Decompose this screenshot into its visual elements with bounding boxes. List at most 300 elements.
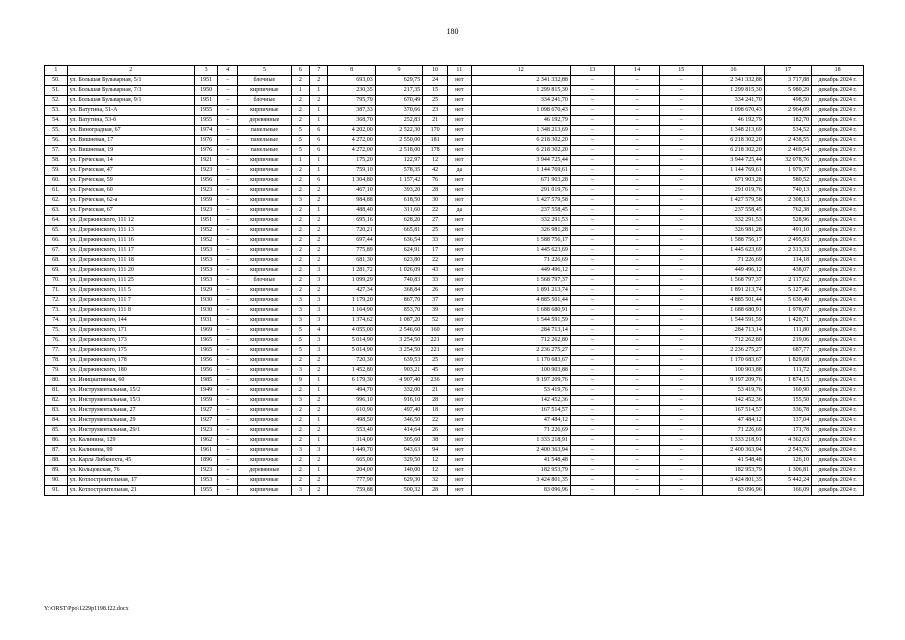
table-cell: ул. Греческая, 47 bbox=[67, 166, 194, 176]
table-cell: – bbox=[570, 226, 614, 236]
table-row bbox=[45, 116, 864, 126]
table-cell: – bbox=[614, 396, 659, 406]
table-cell: 77. bbox=[45, 346, 68, 356]
table-cell: 1950 bbox=[194, 86, 218, 96]
table-cell: 5 bbox=[291, 326, 309, 336]
table-cell: ул. Дзержинского, 173 bbox=[67, 336, 194, 346]
table-cell: 142 452,36 bbox=[471, 396, 570, 406]
table-cell: деревянные bbox=[237, 466, 291, 476]
table-cell: 314,00 bbox=[328, 436, 375, 446]
table-cell: 775,89 bbox=[328, 246, 375, 256]
table-cell: 1951 bbox=[194, 76, 218, 86]
table-cell: декабрь 2024 г. bbox=[812, 326, 864, 336]
table-cell: – bbox=[570, 216, 614, 226]
table-cell: 41 548,48 bbox=[471, 456, 570, 466]
table-row bbox=[45, 256, 864, 266]
table-cell: 618,50 bbox=[375, 196, 422, 206]
table-cell: – bbox=[570, 276, 614, 286]
table-cell: нет bbox=[447, 86, 471, 96]
table-cell: 5 980,29 bbox=[764, 86, 811, 96]
table-cell: 50. bbox=[45, 76, 68, 86]
table-cell: 712 262,80 bbox=[703, 336, 764, 346]
table-cell: кирпичные bbox=[237, 376, 291, 386]
table-cell: нет bbox=[447, 96, 471, 106]
table-cell: деревянные bbox=[237, 116, 291, 126]
table-cell: 1 449,70 bbox=[328, 446, 375, 456]
table-cell: 2 bbox=[310, 256, 328, 266]
table-cell: да bbox=[447, 206, 471, 216]
table-cell: 3 254,50 bbox=[375, 346, 422, 356]
table-cell: – bbox=[660, 326, 703, 336]
table-cell: – bbox=[218, 386, 237, 396]
table-cell: – bbox=[570, 256, 614, 266]
table-cell: 1953 bbox=[194, 276, 218, 286]
table-cell: 3 944 725,44 bbox=[471, 156, 570, 166]
table-cell: 1956 bbox=[194, 366, 218, 376]
table-cell: 305,60 bbox=[375, 436, 422, 446]
table-cell: – bbox=[218, 226, 237, 236]
table-cell: 3 bbox=[291, 306, 309, 316]
table-cell: 1974 bbox=[194, 126, 218, 136]
table-cell: ул. Ватутина, 51-А bbox=[67, 106, 194, 116]
table-cell: 2 543,76 bbox=[764, 446, 811, 456]
table-cell: нет bbox=[447, 436, 471, 446]
table-cell: – bbox=[570, 336, 614, 346]
table-cell: ул. Карла Либкнехта, 45 bbox=[67, 456, 194, 466]
table-cell: – bbox=[660, 416, 703, 426]
table-cell: 1921 bbox=[194, 156, 218, 166]
table-cell: 1923 bbox=[194, 186, 218, 196]
table-cell: 111,72 bbox=[764, 366, 811, 376]
table-cell: 1896 bbox=[194, 456, 218, 466]
table-cell: 46 192,79 bbox=[703, 116, 764, 126]
table-cell: – bbox=[614, 186, 659, 196]
table-cell: 1 bbox=[310, 156, 328, 166]
table-cell: – bbox=[570, 136, 614, 146]
table-cell: 53 419,76 bbox=[471, 386, 570, 396]
table-cell: 72. bbox=[45, 296, 68, 306]
table-cell: – bbox=[218, 436, 237, 446]
table-cell: 1 098 670,43 bbox=[703, 106, 764, 116]
table-cell: – bbox=[614, 136, 659, 146]
table-cell: 1923 bbox=[194, 426, 218, 436]
table-cell: – bbox=[660, 256, 703, 266]
column-number-header: 13 bbox=[570, 66, 614, 76]
table-cell: – bbox=[614, 156, 659, 166]
table-cell: – bbox=[614, 76, 659, 86]
table-cell: – bbox=[660, 96, 703, 106]
table-cell: – bbox=[218, 336, 237, 346]
table-cell: 6 bbox=[310, 126, 328, 136]
table-cell: 76. bbox=[45, 336, 68, 346]
column-number-header: 15 bbox=[660, 66, 703, 76]
table-cell: – bbox=[614, 146, 659, 156]
table-cell: – bbox=[660, 266, 703, 276]
table-cell: декабрь 2024 г. bbox=[812, 336, 864, 346]
table-cell: декабрь 2024 г. bbox=[812, 246, 864, 256]
table-cell: – bbox=[570, 126, 614, 136]
table-cell: декабрь 2024 г. bbox=[812, 146, 864, 156]
table-cell: 2 308,13 bbox=[764, 196, 811, 206]
table-cell: 1923 bbox=[194, 466, 218, 476]
table-cell: 32 078,76 bbox=[764, 156, 811, 166]
table-cell: – bbox=[660, 186, 703, 196]
table-row bbox=[45, 466, 864, 476]
table-cell: 3 bbox=[310, 336, 328, 346]
table-cell: – bbox=[614, 356, 659, 366]
table-cell: 1923 bbox=[194, 206, 218, 216]
table-cell: 3 424 801,35 bbox=[471, 476, 570, 486]
table-cell: 71 226,69 bbox=[471, 426, 570, 436]
column-number-header: 4 bbox=[218, 66, 237, 76]
table-cell: 2 518,00 bbox=[375, 146, 422, 156]
table-cell: – bbox=[570, 376, 614, 386]
table-cell: – bbox=[660, 86, 703, 96]
table-cell: нет bbox=[447, 196, 471, 206]
table-cell: 69. bbox=[45, 266, 68, 276]
table-cell: 83 096,96 bbox=[471, 486, 570, 496]
table-row bbox=[45, 286, 864, 296]
table-cell: ул. Большая Бульварная, 7/3 bbox=[67, 86, 194, 96]
table-cell: 1965 bbox=[194, 346, 218, 356]
table-cell: – bbox=[660, 176, 703, 186]
table-cell: 693,03 bbox=[328, 76, 375, 86]
table-cell: ул. Дзержинского, 111 17 bbox=[67, 246, 194, 256]
table-cell: панельные bbox=[237, 126, 291, 136]
table-row bbox=[45, 276, 864, 286]
table-cell: кирпичные bbox=[237, 316, 291, 326]
table-cell: ул. Инструментальная, 29/1 bbox=[67, 426, 194, 436]
table-cell: 2 bbox=[291, 226, 309, 236]
table-cell: 2 bbox=[310, 226, 328, 236]
table-cell: 38 bbox=[423, 436, 448, 446]
table-cell: – bbox=[660, 216, 703, 226]
table-cell: – bbox=[660, 166, 703, 176]
table-cell: декабрь 2024 г. bbox=[812, 346, 864, 356]
table-cell: декабрь 2024 г. bbox=[812, 136, 864, 146]
table-cell: 393,20 bbox=[375, 186, 422, 196]
table-cell: 22 bbox=[423, 416, 448, 426]
table-cell: – bbox=[570, 156, 614, 166]
table-cell: – bbox=[660, 346, 703, 356]
table-cell: декабрь 2024 г. bbox=[812, 376, 864, 386]
table-cell: 53 419,76 bbox=[703, 386, 764, 396]
table-cell: – bbox=[660, 116, 703, 126]
table-cell: 1 588 756,17 bbox=[471, 236, 570, 246]
table-cell: ул. Ватутина, 53-б bbox=[67, 116, 194, 126]
table-cell: 497,40 bbox=[375, 406, 422, 416]
table-cell: ул. Вишневая, 17 bbox=[67, 136, 194, 146]
table-cell: – bbox=[614, 126, 659, 136]
table-cell: 2 236 275,27 bbox=[471, 346, 570, 356]
table-row bbox=[45, 296, 864, 306]
table-cell: нет bbox=[447, 176, 471, 186]
table-cell: – bbox=[570, 446, 614, 456]
table-cell: 4 055,00 bbox=[328, 326, 375, 336]
table-cell: нет bbox=[447, 366, 471, 376]
table-cell: нет bbox=[447, 266, 471, 276]
table-cell: 89. bbox=[45, 466, 68, 476]
table-cell: – bbox=[614, 276, 659, 286]
table-cell: 83 096,96 bbox=[703, 486, 764, 496]
table-cell: 22 bbox=[423, 256, 448, 266]
table-cell: 181 bbox=[423, 136, 448, 146]
table-cell: 1976 bbox=[194, 146, 218, 156]
table-cell: 1976 bbox=[194, 136, 218, 146]
table-cell: – bbox=[614, 96, 659, 106]
table-row bbox=[45, 386, 864, 396]
table-cell: 167 514,57 bbox=[703, 406, 764, 416]
table-cell: 5 bbox=[291, 146, 309, 156]
table-cell: кирпичные bbox=[237, 386, 291, 396]
table-cell: – bbox=[218, 246, 237, 256]
table-cell: 5 bbox=[291, 136, 309, 146]
table-cell: 2 bbox=[310, 396, 328, 406]
table-cell: 237 558,45 bbox=[471, 206, 570, 216]
table-cell: 2 bbox=[310, 286, 328, 296]
table-cell: – bbox=[218, 326, 237, 336]
table-row bbox=[45, 336, 864, 346]
table-cell: 126,10 bbox=[764, 456, 811, 466]
table-cell: 368,70 bbox=[328, 116, 375, 126]
table-cell: 1 568 797,37 bbox=[471, 276, 570, 286]
table-cell: 5 630,40 bbox=[764, 296, 811, 306]
table-cell: – bbox=[660, 486, 703, 496]
table-row bbox=[45, 196, 864, 206]
table-cell: да bbox=[447, 166, 471, 176]
table-cell: – bbox=[218, 486, 237, 496]
table-row bbox=[45, 236, 864, 246]
table-cell: 1 688 680,91 bbox=[703, 306, 764, 316]
table-cell: 528,96 bbox=[764, 216, 811, 226]
table-cell: 5 127,46 bbox=[764, 286, 811, 296]
table-cell: 2 bbox=[291, 236, 309, 246]
table-cell: 18 bbox=[423, 406, 448, 416]
table-cell: 332 291,53 bbox=[703, 216, 764, 226]
table-cell: 24 bbox=[423, 76, 448, 86]
table-cell: 623,80 bbox=[375, 256, 422, 266]
table-cell: 291 019,76 bbox=[703, 186, 764, 196]
table-cell: нет bbox=[447, 186, 471, 196]
table-cell: 867,70 bbox=[375, 296, 422, 306]
table-cell: – bbox=[570, 206, 614, 216]
table-cell: 100 903,88 bbox=[703, 366, 764, 376]
table-cell: нет bbox=[447, 246, 471, 256]
table-cell: 100 903,88 bbox=[471, 366, 570, 376]
table-cell: 2 bbox=[291, 106, 309, 116]
table-cell: – bbox=[614, 246, 659, 256]
table-cell: – bbox=[614, 216, 659, 226]
table-cell: 1 978,07 bbox=[764, 306, 811, 316]
table-cell: 639,53 bbox=[375, 356, 422, 366]
table-cell: – bbox=[660, 336, 703, 346]
table-cell: 336,78 bbox=[764, 406, 811, 416]
table-cell: нет bbox=[447, 256, 471, 266]
table-cell: 12 bbox=[423, 456, 448, 466]
table-cell: 1951 bbox=[194, 96, 218, 106]
table-cell: – bbox=[660, 386, 703, 396]
table-cell: ул. Инструментальная, 29 bbox=[67, 416, 194, 426]
table-cell: – bbox=[218, 206, 237, 216]
table-cell: кирпичные bbox=[237, 426, 291, 436]
table-cell: – bbox=[660, 276, 703, 286]
table-cell: 252,83 bbox=[375, 116, 422, 126]
table-cell: декабрь 2024 г. bbox=[812, 286, 864, 296]
table-cell: 30 bbox=[423, 196, 448, 206]
table-cell: 53. bbox=[45, 106, 68, 116]
table-cell: 720,21 bbox=[328, 226, 375, 236]
table-cell: 795,79 bbox=[328, 96, 375, 106]
table-cell: 1 891 213,74 bbox=[471, 286, 570, 296]
table-cell: 2 bbox=[310, 406, 328, 416]
table-cell: 9 197 209,76 bbox=[703, 376, 764, 386]
table-cell: ул. Калинина, 129 bbox=[67, 436, 194, 446]
table-cell: – bbox=[614, 306, 659, 316]
table-cell: 2 313,33 bbox=[764, 246, 811, 256]
table-cell: 2 bbox=[291, 256, 309, 266]
table-cell: 1 144 769,61 bbox=[471, 166, 570, 176]
table-cell: – bbox=[614, 266, 659, 276]
table-cell: 670,49 bbox=[375, 96, 422, 106]
table-cell: – bbox=[660, 396, 703, 406]
table-cell: 1985 bbox=[194, 376, 218, 386]
table-cell: 204,00 bbox=[328, 466, 375, 476]
table-row bbox=[45, 136, 864, 146]
table-cell: 1 bbox=[310, 436, 328, 446]
table-cell: 624,91 bbox=[375, 246, 422, 256]
table-cell: 71 226,69 bbox=[703, 426, 764, 436]
table-cell: 2 bbox=[291, 96, 309, 106]
table-cell: 5 bbox=[291, 336, 309, 346]
table-cell: 81. bbox=[45, 386, 68, 396]
table-cell: 671 903,28 bbox=[703, 176, 764, 186]
table-cell: 2 bbox=[291, 266, 309, 276]
table-cell: декабрь 2024 г. bbox=[812, 126, 864, 136]
column-number-header: 2 bbox=[67, 66, 194, 76]
column-number-header: 6 bbox=[291, 66, 309, 76]
table-cell: декабрь 2024 г. bbox=[812, 266, 864, 276]
table-cell: 1952 bbox=[194, 226, 218, 236]
table-cell: 488,40 bbox=[328, 206, 375, 216]
table-row bbox=[45, 416, 864, 426]
table-cell: 2 bbox=[310, 366, 328, 376]
table-cell: – bbox=[570, 476, 614, 486]
table-cell: 12 bbox=[423, 466, 448, 476]
table-cell: 41 548,48 bbox=[703, 456, 764, 466]
table-cell: 1931 bbox=[194, 316, 218, 326]
table-cell: ул. Греческая, 62-а bbox=[67, 196, 194, 206]
table-cell: 2 bbox=[310, 216, 328, 226]
table-cell: 2 bbox=[291, 206, 309, 216]
table-cell: 5 014,90 bbox=[328, 336, 375, 346]
table-cell: декабрь 2024 г. bbox=[812, 296, 864, 306]
table-cell: 54. bbox=[45, 116, 68, 126]
table-cell: 63. bbox=[45, 206, 68, 216]
table-cell: 83. bbox=[45, 406, 68, 416]
table-cell: 79. bbox=[45, 366, 68, 376]
table-cell: 2 bbox=[291, 116, 309, 126]
table-cell: – bbox=[570, 106, 614, 116]
table-cell: декабрь 2024 г. bbox=[812, 226, 864, 236]
table-cell: 27 bbox=[423, 216, 448, 226]
table-cell: – bbox=[614, 456, 659, 466]
table-cell: 3 bbox=[291, 196, 309, 206]
table-cell: 67. bbox=[45, 246, 68, 256]
table-cell: – bbox=[660, 446, 703, 456]
table-cell: нет bbox=[447, 296, 471, 306]
table-cell: 4 885 501,44 bbox=[703, 296, 764, 306]
footer-file-path: Y:\ORST\Ppo\1229p1198.f22.docx bbox=[44, 606, 129, 612]
table-cell: 2 bbox=[310, 456, 328, 466]
table-cell: 22 bbox=[423, 206, 448, 216]
table-cell: 2 bbox=[291, 406, 309, 416]
table-cell: 68. bbox=[45, 256, 68, 266]
table-cell: нет bbox=[447, 216, 471, 226]
table-cell: нет bbox=[447, 316, 471, 326]
table-cell: декабрь 2024 г. bbox=[812, 446, 864, 456]
table-row bbox=[45, 126, 864, 136]
table-cell: – bbox=[218, 136, 237, 146]
table-cell: – bbox=[660, 296, 703, 306]
table-row bbox=[45, 186, 864, 196]
table-cell: – bbox=[660, 426, 703, 436]
table-cell: – bbox=[570, 266, 614, 276]
table-cell: – bbox=[660, 156, 703, 166]
table-cell: 326 981,28 bbox=[703, 226, 764, 236]
table-cell: 740,13 bbox=[764, 186, 811, 196]
table-cell: ул. Калинина, 99 bbox=[67, 446, 194, 456]
table-cell: 47 484,12 bbox=[471, 416, 570, 426]
table-cell: 39 bbox=[423, 306, 448, 316]
table-cell: 66. bbox=[45, 236, 68, 246]
table-cell: кирпичные bbox=[237, 296, 291, 306]
table-cell: кирпичные bbox=[237, 216, 291, 226]
table-row bbox=[45, 306, 864, 316]
table-cell: ул. Виноградная, 67 bbox=[67, 126, 194, 136]
registry-table-container bbox=[44, 65, 864, 496]
table-cell: нет bbox=[447, 446, 471, 456]
table-cell: кирпичные bbox=[237, 106, 291, 116]
table-cell: 1953 bbox=[194, 246, 218, 256]
table-cell: 334 241,70 bbox=[471, 96, 570, 106]
table-cell: – bbox=[218, 296, 237, 306]
table-cell: 1 bbox=[291, 86, 309, 96]
table-row bbox=[45, 406, 864, 416]
table-cell: – bbox=[570, 316, 614, 326]
table-cell: 1 299 815,30 bbox=[471, 86, 570, 96]
table-cell: – bbox=[570, 326, 614, 336]
table-row bbox=[45, 366, 864, 376]
table-cell: 1959 bbox=[194, 196, 218, 206]
table-cell: – bbox=[660, 306, 703, 316]
table-row bbox=[45, 486, 864, 496]
table-cell: декабрь 2024 г. bbox=[812, 166, 864, 176]
table-cell: 15 bbox=[423, 86, 448, 96]
table-cell: 4 362,63 bbox=[764, 436, 811, 446]
table-cell: 916,10 bbox=[375, 396, 422, 406]
table-cell: 2 bbox=[291, 356, 309, 366]
table-cell: 3 bbox=[291, 296, 309, 306]
table-cell: 329,50 bbox=[375, 456, 422, 466]
table-cell: – bbox=[570, 296, 614, 306]
table-cell: 137,04 bbox=[764, 416, 811, 426]
table-cell: нет bbox=[447, 456, 471, 466]
column-number-header: 7 bbox=[310, 66, 328, 76]
table-cell: 720,30 bbox=[328, 356, 375, 366]
table-cell: – bbox=[570, 426, 614, 436]
table-cell: кирпичные bbox=[237, 236, 291, 246]
table-cell: нет bbox=[447, 326, 471, 336]
